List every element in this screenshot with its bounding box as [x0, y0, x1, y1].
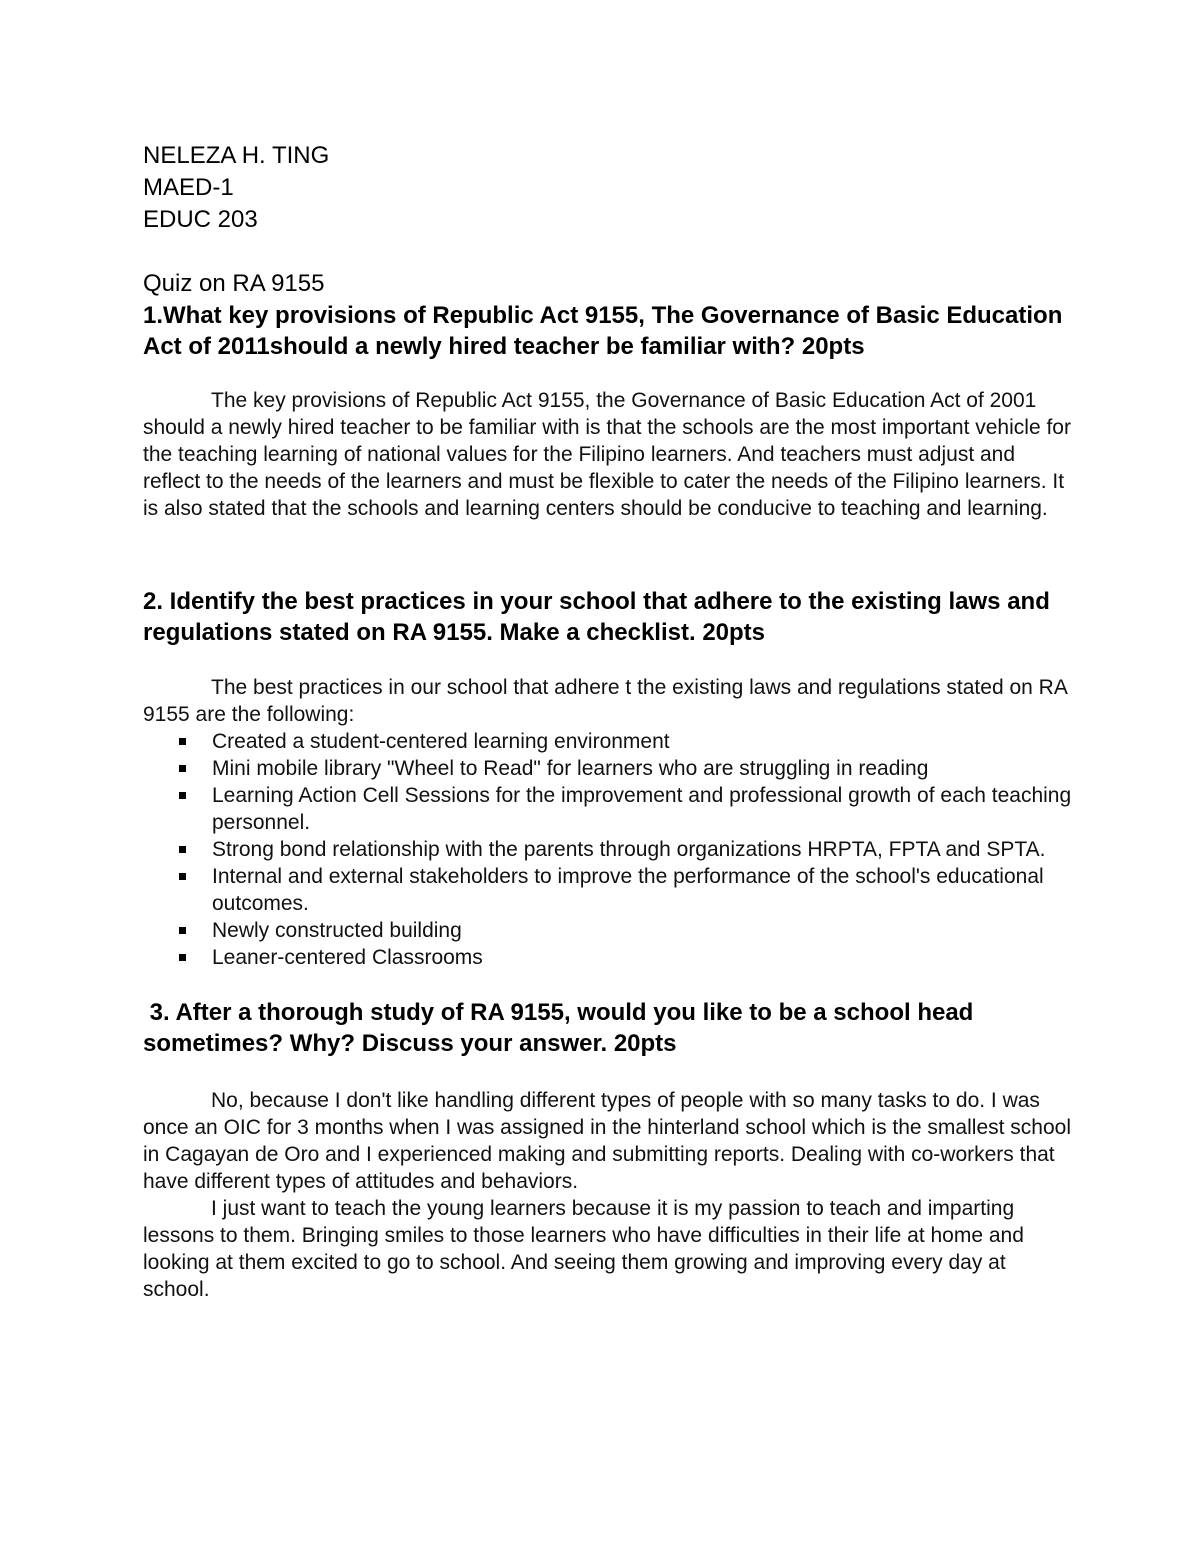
answer-3-paragraph-1: No, because I don't like handling different types of people with so many tasks to do. I was once an OIC for 3 months when I was assigned in the hinterland school which is the smallest school in Cagayan de Oro and I experienced making and submitting reports. Dealing with co-workers that have different types of attitudes and behaviors. — [143, 1089, 1071, 1193]
question-2: 2. Identify the best practices in your school that adhere to the existing laws and regulations stated on RA 9155. Make a checklist. 20pts — [143, 588, 1050, 646]
square-bullet-icon — [179, 765, 186, 772]
answer-3-paragraph-2: I just want to teach the young learners because it is my passion to teach and imparting lessons to them. Bringing smiles to those learners who have difficulties in their life at home and looking at them excited to go to school. And seeing them growing and improving every day at school. — [143, 1197, 1024, 1301]
list-item-text: Created a student-centered learning environment — [212, 730, 670, 753]
quiz-title: Quiz on RA 9155 — [143, 270, 325, 297]
square-bullet-icon — [179, 792, 186, 799]
list-item — [143, 782, 1073, 836]
list-item-text: Internal and external stakeholders to improve the performance of the school's educational outcomes. — [212, 865, 1044, 915]
list-item-text: Newly constructed building — [212, 919, 462, 942]
list-item-text: Learning Action Cell Sessions for the improvement and professional growth of each teaching personnel. — [212, 784, 1072, 834]
list-item-text: Strong bond relationship with the parents through organizations HRPTA, FPTA and SPTA. — [212, 838, 1046, 861]
list-item — [143, 755, 1073, 782]
answer-2-intro: The best practices in our school that adhere t the existing laws and regulations stated on RA 9155 are the following: — [143, 676, 1067, 726]
square-bullet-icon — [179, 954, 186, 961]
course-code: EDUC 203 — [143, 206, 258, 233]
list-item — [143, 944, 1073, 971]
square-bullet-icon — [179, 738, 186, 745]
question-3: 3. After a thorough study of RA 9155, would you like to be a school head sometimes? Why? Discuss your answer. 20pts — [143, 999, 981, 1057]
list-item-text: Mini mobile library "Wheel to Read" for learners who are struggling in reading — [212, 757, 929, 780]
square-bullet-icon — [179, 846, 186, 853]
list-item — [143, 863, 1073, 917]
question-1: 1.What key provisions of Republic Act 9155, The Governance of Basic Education Act of 2011should a newly hired teacher be familiar with? 20pts — [143, 302, 1063, 360]
student-name: NELEZA H. TING — [143, 142, 330, 169]
list-item — [143, 836, 1073, 863]
answer-1: The key provisions of Republic Act 9155, the Governance of Basic Education Act of 2001 should a newly hired teacher to be familiar with is that the schools are the most important vehicle for the teaching learning of national values for the Filipino learners. And teachers must adjust and reflect to the needs of the learners and must be flexible to cater the needs of the Filipino learners. It is also stated that the schools and learning centers should be conducive to teaching and learning. — [143, 389, 1071, 520]
student-program: MAED-1 — [143, 174, 234, 201]
list-item — [143, 917, 1073, 944]
list-item-text: Leaner-centered Classrooms — [212, 946, 483, 969]
document-page — [143, 140, 1073, 1303]
list-item — [143, 728, 1073, 755]
square-bullet-icon — [179, 873, 186, 880]
best-practices-checklist — [143, 728, 1073, 971]
square-bullet-icon — [179, 927, 186, 934]
